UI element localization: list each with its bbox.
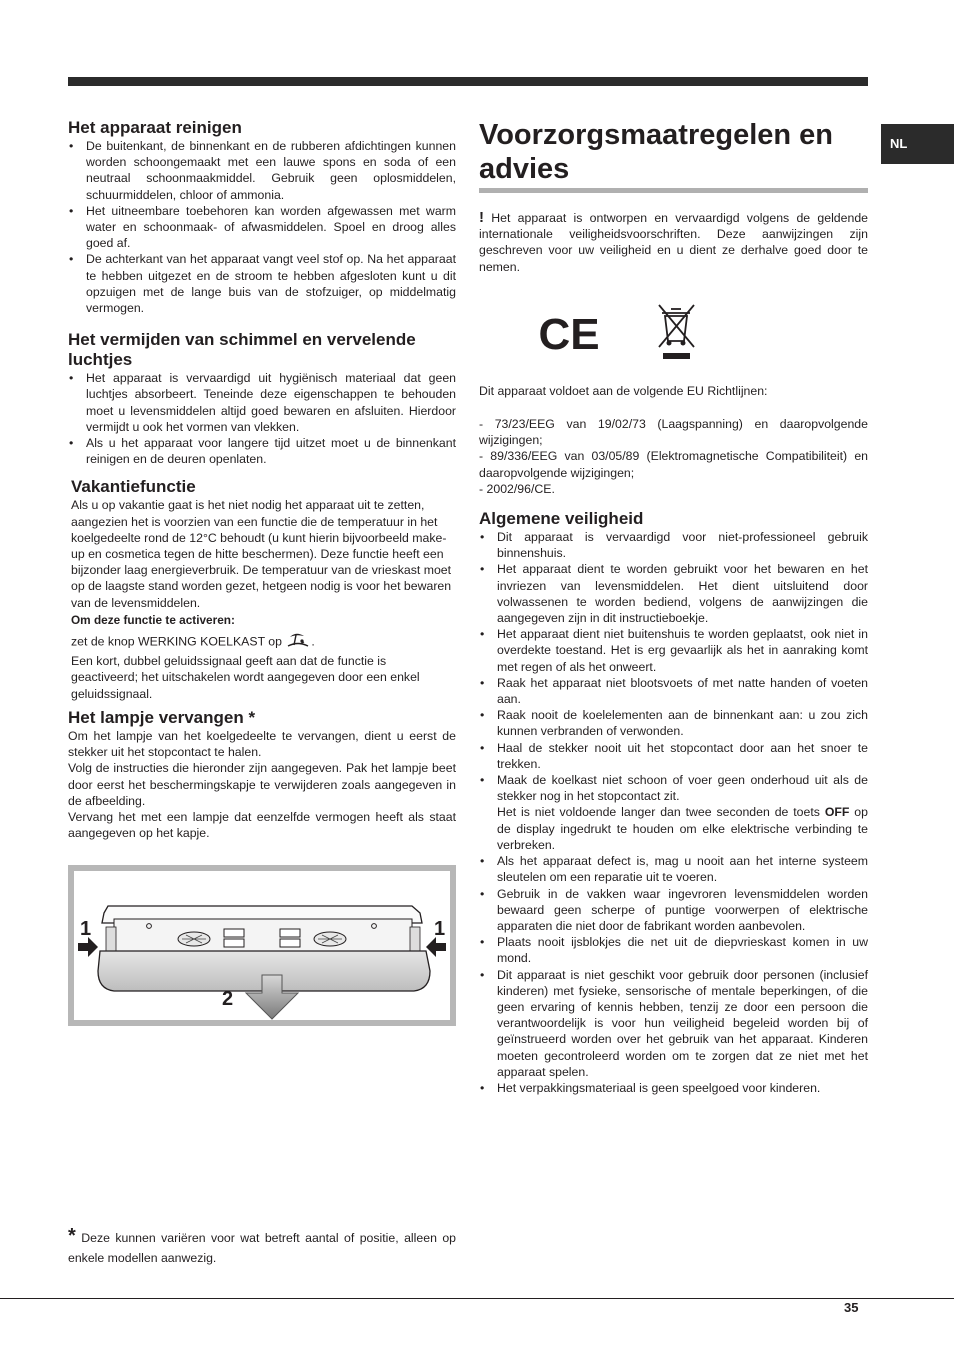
lamp-text-1: Om het lampje van het koelgedeelte te vervangen, dient u eerst de stekker uit het stopcontact te halen. <box>68 728 456 760</box>
ce-mark-text: CE <box>538 309 600 359</box>
mould-heading: Het vermijden van schimmel en vervelende luchtjes <box>68 330 416 370</box>
lamp-text-3: Vervang het met een lampje dat eenzelfde vermogen heeft als staat aangegeven op het kapje. <box>68 809 456 841</box>
lamp-heading: Het lampje vervangen * <box>68 707 256 727</box>
cleaning-list <box>68 138 456 316</box>
title-rule <box>479 188 868 193</box>
list-item: • Als het apparaat defect is, mag u nooit aan het interne systeem sleutelen om een reparatie uit te voeren. <box>479 853 868 885</box>
activate-text: zet de knop WERKING KOELKAST op <box>71 634 282 649</box>
holiday-heading: Vakantiefunctie <box>71 477 196 497</box>
list-item: • Haal de stekker nooit uit het stopcontact door aan het snoer te trekken. <box>479 740 868 772</box>
warning-mark: ! <box>479 209 484 226</box>
list-item: • De achterkant van het apparaat vangt veel stof op. Na het apparaat te hebben uitgezet en de stroom te hebben afgesloten kunt u dit opzuigen met de lange buis van de stofzuiger, op middelmatig vermogen. <box>68 251 456 316</box>
holiday-icon <box>285 631 311 653</box>
weee-bin-icon <box>659 305 694 359</box>
list-item: • Plaats nooit ijsblokjes die net uit de diepvrieskast komen in uw mond. <box>479 934 868 966</box>
safety-list <box>479 529 868 1096</box>
header-bar <box>68 77 868 86</box>
list-item: • Raak het apparaat niet blootsvoets of met natte handen of voeten aan. <box>479 675 868 707</box>
list-item: • Het apparaat is vervaardigd uit hygiënisch materiaal dat geen luchtjes absorbeert. Teneinde deze eigenschappen te behouden moet u levensmiddelen altijd goed bewaren en afsluiten. Hierdoor vermijdt u ook het vormen van vlekken. <box>68 370 456 435</box>
footer-rule <box>0 1298 954 1299</box>
figure-label-right: 1 <box>434 918 446 940</box>
list-item: • Het apparaat dient te worden gebruikt voor het bewaren en het invriezen van levensmiddelen. Het dient uitsluitend door volwassenen te worden bediend, volgens de aanwijzingen die aangegeven zijn in dit instructieboekje. <box>479 561 868 626</box>
activate-label: Om deze functie te activeren: <box>71 612 235 627</box>
lamp-figure <box>68 865 456 1026</box>
figure-label-left: 1 <box>80 918 92 940</box>
cleaning-heading: Het apparaat reinigen <box>68 118 242 137</box>
list-item <box>479 772 868 853</box>
page-title: Voorzorgsmaatregelen en advies <box>479 119 834 185</box>
holiday-text: Als u op vakantie gaat is het niet nodig het apparaat uit te zetten, aangezien het is voorzien van een functie die de temperatuur in het koelgedeelte rond de 12°C behoudt (u kunt hierin bijvoorbeeld make-up en cosmetica tegen de hitte beschermen). Deze functie heeft een bijzonder laag energieverbruik. De temperatuur van de vrieskast moet op de laagste stand worden gezet, hetgeen nodig is voor het bewaren van de levensmiddelen. <box>71 498 452 610</box>
directive-line: - 89/336/EEG van 03/05/89 (Elektromagnetische Compatibiliteit) en daaropvolgende wijzigingen; <box>479 449 868 480</box>
page-number: 35 <box>844 1300 859 1315</box>
unplug-text: Maak de koelkast niet schoon of voer geen onderhoud uit als de stekker nog in het stopcontact zit. <box>497 773 868 804</box>
language-tab: NL <box>881 124 954 164</box>
directives-intro: Dit apparaat voldoet aan de volgende EU Richtlijnen: <box>479 383 768 398</box>
compliance-logos <box>479 297 868 371</box>
list-item: • Als u het apparaat voor langere tijd uitzet moet u de binnenkant reinigen en de deuren openlaten. <box>68 435 456 467</box>
lamp-figure-inner <box>74 871 450 1020</box>
unplug-note-pre: Het is niet voldoende langer dan twee seconden de toets <box>497 805 825 820</box>
directive-line: - 73/23/EEG van 19/02/73 (Laagspanning) en daaropvolgende wijzigingen; <box>479 417 868 448</box>
signal-text: Een kort, dubbel geluidssignaal geeft aan dat de functie is geactiveerd; het uitschakelen wordt aangegeven door een enkel geluidssignaal. <box>71 654 420 701</box>
directive-line: - 2002/96/CE. <box>479 481 555 496</box>
figure-label-bottom: 2 <box>222 988 234 1010</box>
footnote-text: Deze kunnen variëren voor wat betreft aantal of positie, alleen op enkele modellen aanwezig. <box>68 1231 456 1265</box>
list-item: • Raak nooit de koelelementen aan de binnenkant aan: u zou zich kunnen verbranden of verwonden. <box>479 707 868 739</box>
list-item: • De buitenkant, de binnenkant en de rubberen afdichtingen kunnen worden schoongemaakt met een lauwe spons en soda of een neutraal schoonmaakmiddel. Gebruik geen oplosmiddelen, schuurmiddelen, chloor of ammonia. <box>68 138 456 203</box>
footnote-star: * <box>68 1225 76 1247</box>
activate-line <box>68 631 456 653</box>
list-item: • Dit apparaat is niet geschikt voor gebruik door personen (inclusief kinderen) met fysieke, sensorische of mentale beperkingen, of die geen ervaring of kennis hebben, tenzij ze door een persoon die verantwoordelijk is voor hun veiligheid begeleid worden bij of geïnstrueerd worden over het gebruik van het apparaat. Kinderen moeten gecontroleerd worden om te zorgen dat ze niet met het apparaat spelen. <box>479 967 868 1080</box>
safety-heading: Algemene veiligheid <box>479 509 644 529</box>
footnote <box>68 1226 456 1268</box>
list-item: • Het uitneembare toebehoren kan worden afgewassen met warm water en schoonmaak- of afwasmiddelen. Spoel en droog alles goed af. <box>68 203 456 252</box>
list-item: • Het verpakkingsmateriaal is geen speelgoed voor kinderen. <box>479 1080 868 1096</box>
lamp-cover-illustration <box>74 871 450 1020</box>
activate-end: . <box>311 634 315 649</box>
list-item: • Dit apparaat is vervaardigd voor niet-professioneel gebruik binnenshuis. <box>479 529 868 561</box>
unplug-note-post: op de display ingedrukt te houden om elke elektrische verbinding te verbreken. <box>497 805 868 852</box>
intro-body: Het apparaat is ontworpen en vervaardigd volgens de geldende internationale veiligheidsvoorschriften. Deze aanwijzingen zijn geschreven voor uw veiligheid en u dient ze derhalve goed door te nemen. <box>479 211 869 274</box>
off-key-label: OFF <box>824 805 850 820</box>
ce-mark-icon <box>479 297 719 371</box>
list-item: • Het apparaat dient niet buitenshuis te worden geplaatst, ook niet in overdekte toestand. Het is erg gevaarlijk als het in aanraking komt met regen of als het onweert. <box>479 626 868 675</box>
lamp-text-2: Volg de instructies die hieronder zijn aangegeven. Pak het lampje beet door eerst het beschermingskapje te verwijderen zoals aangegeven in de afbeelding. <box>68 761 456 808</box>
left-column <box>68 118 456 841</box>
mould-list <box>68 370 456 467</box>
right-column <box>479 118 868 1096</box>
intro-text <box>479 210 868 275</box>
list-item: • Gebruik in de vakken waar ingevroren levensmiddelen worden bewaard geen scherpe of puntige voorwerpen of elektrische apparaten die niet door de fabrikant worden aanbevolen. <box>479 886 868 935</box>
